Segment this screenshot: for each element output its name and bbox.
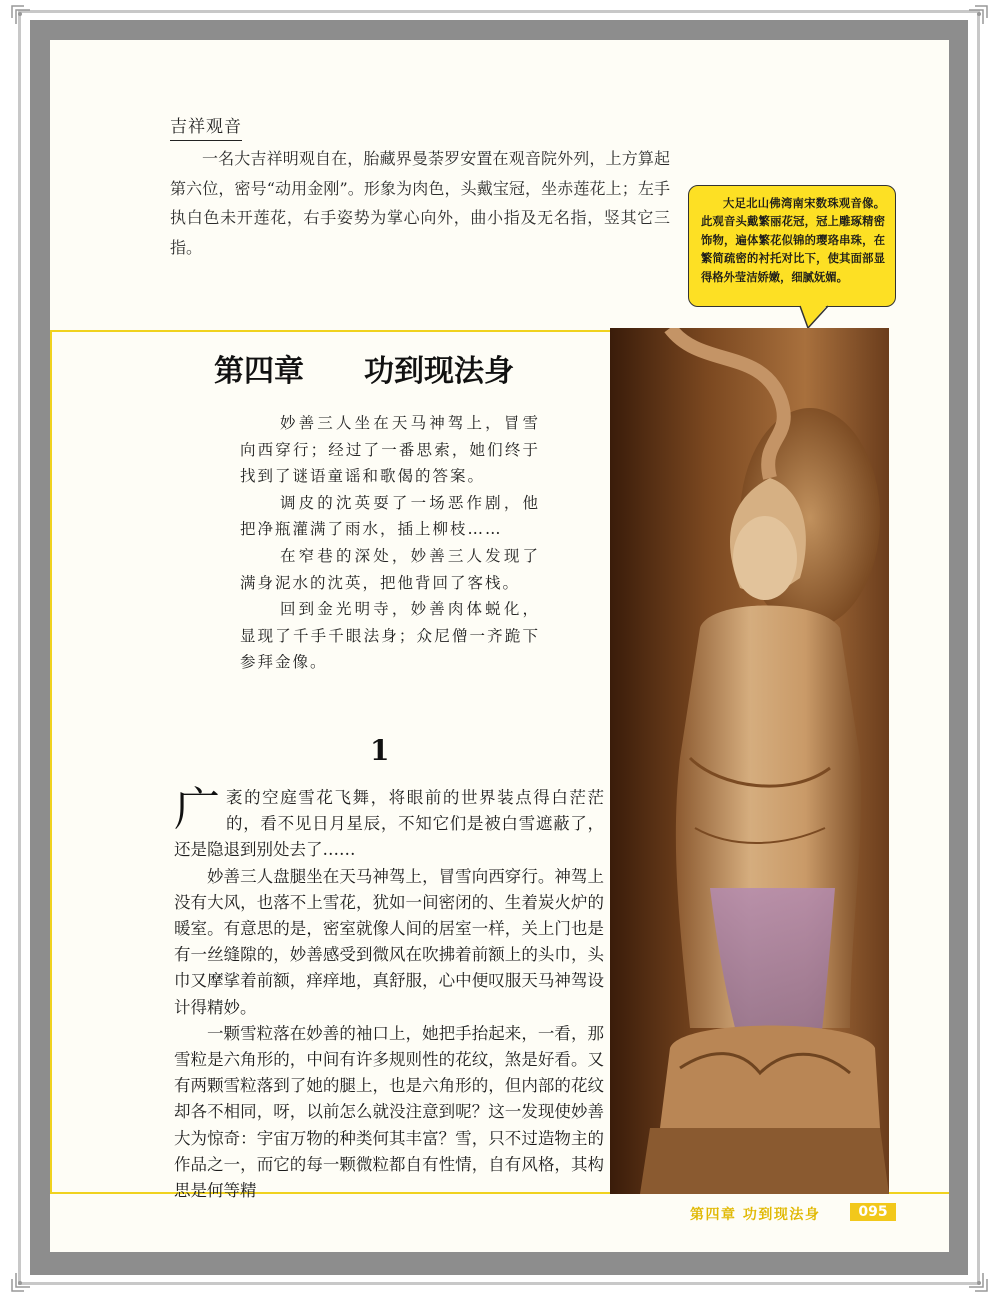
body-paragraph-text: 袤的空庭雪花飞舞，将眼前的世界装点得白茫茫的，看不见日月星辰，不知它们是被白雪遮蔽了，还是隐退到别处去了…… [174,788,604,860]
photo-caption-bubble: 大足北山佛湾南宋数珠观音像。此观音头戴繁丽花冠，冠上雕琢精密饰物，遍体繁花似锦的璎珞串珠，在繁简疏密的衬托对比下，使其面部显得格外莹洁娇嫩，细腻妩媚。 [688,185,896,307]
body-paragraph: 妙善三人盘腿坐在天马神驾上，冒雪向西穿行。神驾上没有大风，也落不上雪花，犹如一间密闭的、生着炭火炉的暖室。有意思的是，密室就像人间的居室一样，关上门也是有一丝缝隙的，妙善感受到微风在吹拂着前额上的头巾，头巾又摩挲着前额，痒痒地，真舒服，心中便叹服天马神驾设计得精妙。 [174,866,604,1017]
chapter-summary [240,410,540,676]
body-paragraph: 一颗雪粒落在妙善的袖口上，她把手抬起来，一看，那雪粒是六角形的，中间有许多规则性的花纹，煞是好看。又有两颗雪粒落到了她的腿上，也是六角形的，但内部的花纹却各不相同，呀，以前怎么就没注意到呢？这一发现使妙善大为惊奇：宇宙万物的种类何其丰富？雪，只不过造物主的作品之一，而它的每一颗微粒都自有性情，自有风格，其构思是何等精 [174,1023,604,1201]
drop-cap: 广 [174,782,220,836]
corner-ornament-bottom-left [10,1267,36,1293]
corner-ornament-bottom-right [963,1267,989,1293]
corner-ornament-top-right [963,4,989,30]
yellow-rule-top [50,330,624,332]
guanyin-statue-photo [610,328,889,1194]
footer-chapter-label: 第四章 功到现法身 [690,1207,821,1223]
book-page [50,40,949,1252]
body-paragraph [174,782,604,864]
yellow-rule-left [50,330,52,1192]
summary-paragraph: 调皮的沈英耍了一场恶作剧，他把净瓶灌满了雨水，插上柳枝…… [240,493,540,539]
page-number: 095 [850,1203,896,1221]
summary-paragraph: 在窄巷的深处，妙善三人发现了满身泥水的沈英，把他背回了客栈。 [240,546,540,592]
section-number: 1 [370,734,390,767]
top-section-paragraph: 一名大吉祥明观自在，胎藏界曼荼罗安置在观音院外列，上方算起第六位，密号“动用金刚”。形象为肉色，头戴宝冠，坐赤莲花上；左手执白色未开莲花，右手姿势为掌心向外，曲小指及无名指，竖其它三指。 [170,149,670,257]
chapter-title: 第四章 功到现法身 [214,354,514,389]
top-section-heading: 吉祥观音 [170,112,242,141]
corner-ornament-top-left [10,4,36,30]
summary-paragraph: 妙善三人坐在天马神驾上，冒雪向西穿行；经过了一番思索，她们终于找到了谜语童谣和歌偈的答案。 [240,414,540,486]
caption-bubble-tail [798,304,834,330]
body-text [174,782,604,1204]
summary-paragraph: 回到金光明寺，妙善肉体蜕化，显现了千手千眼法身；众尼僧一齐跪下参拜金像。 [240,600,540,672]
